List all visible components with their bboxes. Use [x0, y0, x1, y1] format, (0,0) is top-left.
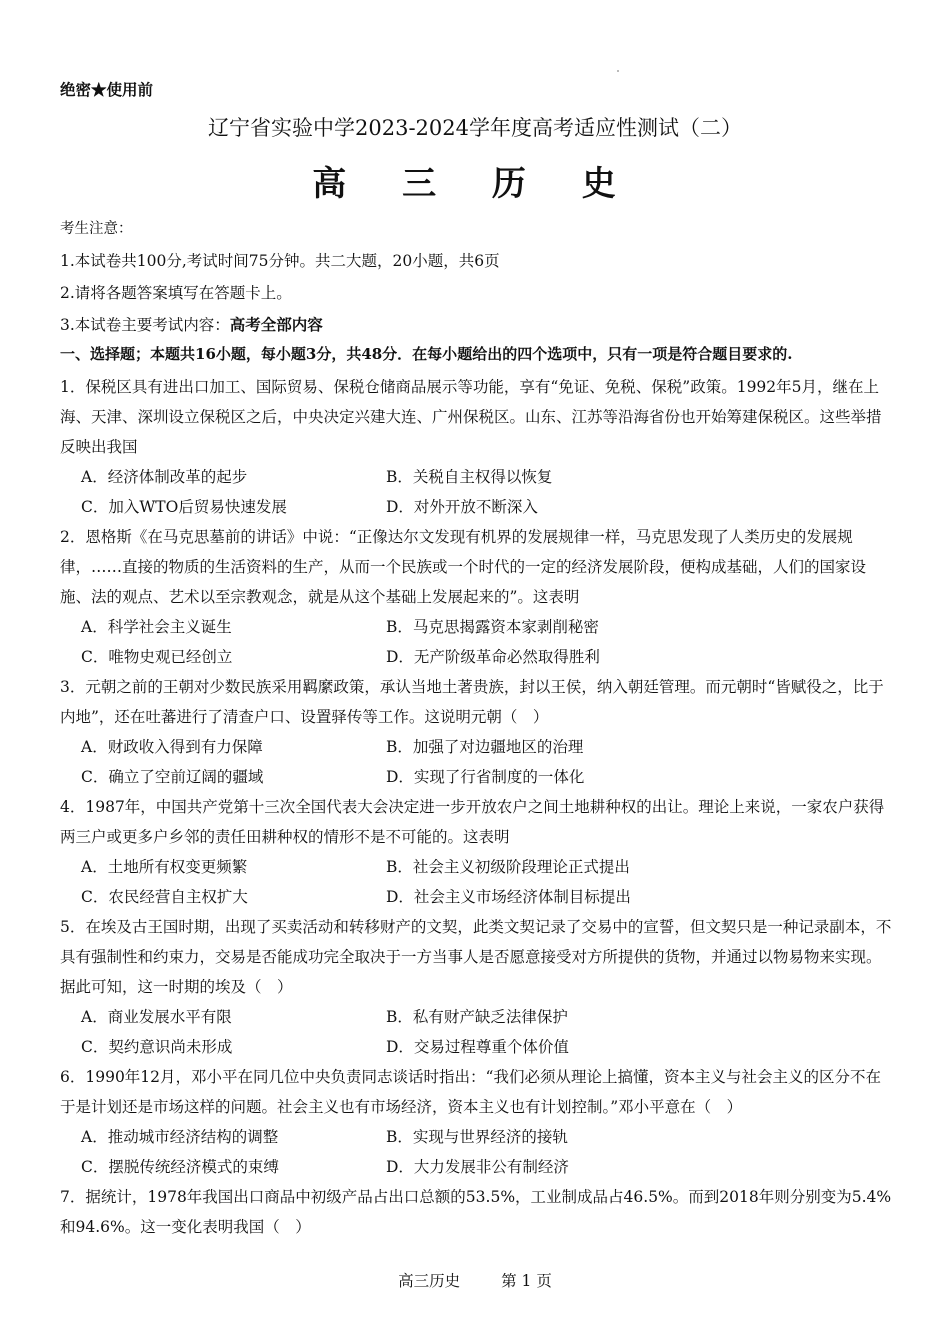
option-a: A．土地所有权变更频繁	[81, 858, 248, 876]
question-6	[60, 1062, 895, 1182]
note-2: 2.请将各题答案填写在答题卡上。	[60, 284, 292, 302]
option-d: D．对外开放不断深入	[386, 498, 538, 516]
question-stem: 3．元朝之前的王朝对少数民族采用羁縻政策，承认当地土著贵族，封以王侯，纳入朝廷管理。而元朝时“皆赋役之，比于内地”，还在吐蕃进行了清查户口、设置驿传等工作。这说明元朝（ ）	[60, 678, 884, 726]
option-a: A．经济体制改革的起步	[81, 468, 248, 486]
option-a: A．财政收入得到有力保障	[81, 738, 263, 756]
option-a: A．推动城市经济结构的调整	[81, 1128, 279, 1146]
question-stem: 6．1990年12月，邓小平在同几位中央负责同志谈话时指出：“我们必须从理论上搞懂，资本主义与社会主义的区分不在于是计划还是市场这样的问题。社会主义也有市场经济，资本主义也有计划控制。”邓小平意在（ ）	[60, 1068, 881, 1116]
option-c: C．契约意识尚未形成	[81, 1038, 233, 1056]
candidate-notes	[60, 218, 890, 346]
option-b: B．私有财产缺乏法律保护	[386, 1008, 568, 1026]
footer-page-number: 第 1 页	[501, 1272, 552, 1290]
option-d: D．实现了行省制度的一体化	[386, 768, 585, 786]
option-c: C．确立了空前辽阔的疆域	[81, 768, 264, 786]
confidential-label: 绝密★使用前	[60, 80, 154, 99]
option-d: D．无产阶级革命必然取得胜利	[386, 648, 600, 666]
option-c: C．加入WTO后贸易快速发展	[81, 498, 287, 516]
note-3-prefix: 3.本试卷主要考试内容：	[60, 316, 230, 334]
option-a: A．商业发展水平有限	[81, 1008, 232, 1026]
option-b: B．马克思揭露资本家剥削秘密	[386, 618, 599, 636]
question-2	[60, 522, 895, 672]
question-5	[60, 912, 895, 1062]
question-4	[60, 792, 895, 912]
option-b: B．关税自主权得以恢复	[386, 468, 553, 486]
question-3	[60, 672, 895, 792]
option-b: B．实现与世界经济的接轨	[386, 1128, 568, 1146]
footer-subject: 高三历史	[398, 1272, 461, 1290]
subject-title: 高 三 历 史	[312, 164, 638, 204]
scan-speck	[617, 70, 619, 72]
option-c: C．摆脱传统经济模式的束缚	[81, 1158, 279, 1176]
note-3	[60, 314, 890, 346]
question-stem: 2．恩格斯《在马克思墓前的讲话》中说：“正像达尔文发现有机界的发展规律一样，马克思发现了人类历史的发展规律，……直接的物质的生活资料的生产，从而一个民族或一个时代的一定的经济发展阶段，便构成基础，人们的国家设施、法的观点、艺术以至宗教观念，就是从这个基础上发展起来的”。这表明	[60, 528, 867, 606]
option-d: D．交易过程尊重个体价值	[386, 1038, 569, 1056]
question-7	[60, 1182, 895, 1242]
section-heading: 一、选择题；本题共16小题，每小题3分，共48分．在每小题给出的四个选项中，只有一项是符合题目要求的.	[60, 345, 793, 363]
option-c: C．唯物史观已经创立	[81, 648, 233, 666]
note-1: 1.本试卷共100分,考试时间75分钟。共二大题，20小题，共6页	[60, 252, 500, 270]
question-stem: 4．1987年，中国共产党第十三次全国代表大会决定进一步开放农户之间土地耕种权的出让。理论上来说，一家农户获得两三户或更多户乡邻的责任田耕种权的情形不是不可能的。这表明	[60, 798, 885, 846]
question-stem: 5．在埃及古王国时期，出现了买卖活动和转移财产的文契，此类文契记录了交易中的宣誓，但文契只是一种记录副本，不具有强制性和约束力，交易是否能成功完全取决于一方当事人是否愿意接受对方所提供的货物，并通过以物易物来实现。据此可知，这一时期的埃及（ ）	[60, 918, 892, 996]
question-stem: 1．保税区具有进出口加工、国际贸易、保税仓储商品展示等功能，享有“免证、免税、保税”政策。1992年5月，继在上海、天津、深圳设立保税区之后，中央决定兴建大连、广州保税区。山东、江苏等沿海省份也开始筹建保税区。这些举措反映出我国	[60, 378, 882, 456]
option-a: A．科学社会主义诞生	[81, 618, 232, 636]
exam-title: 辽宁省实验中学2023-2024学年度高考适应性测试（二）	[208, 116, 742, 140]
option-d: D．社会主义市场经济体制目标提出	[386, 888, 631, 906]
question-1	[60, 372, 895, 522]
option-b: B．加强了对边疆地区的治理	[386, 738, 584, 756]
note-3-bold: 高考全部内容	[229, 315, 323, 334]
question-list	[60, 372, 895, 1242]
page-footer	[0, 1269, 950, 1291]
notes-label: 考生注意：	[60, 221, 133, 237]
option-c: C．农民经营自主权扩大	[81, 888, 248, 906]
question-stem: 7．据统计，1978年我国出口商品中初级产品占出口总额的53.5%，工业制成品占46.5%。而到2018年则分别变为5.4%和94.6%。这一变化表明我国（ ）	[60, 1188, 892, 1236]
option-b: B．社会主义初级阶段理论正式提出	[386, 858, 630, 876]
option-d: D．大力发展非公有制经济	[386, 1158, 569, 1176]
